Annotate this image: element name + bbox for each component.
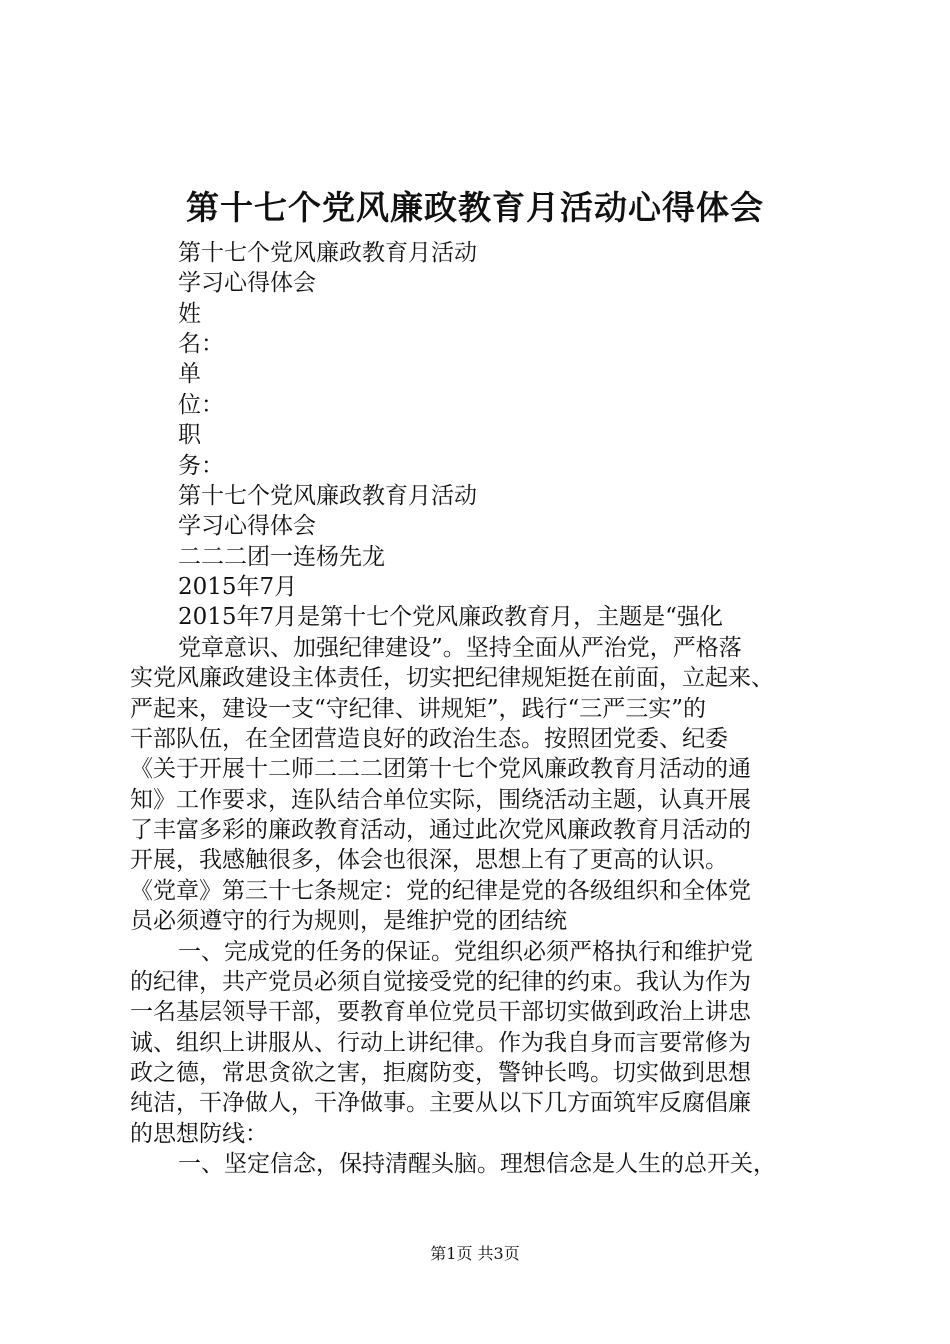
paragraph-line: 党章意识、加强纪律建设”。坚持全面从严治党，严格落 xyxy=(178,635,742,661)
text-line: 二二二团一连杨先龙 xyxy=(178,544,385,570)
text-line: 单 xyxy=(178,361,201,387)
paragraph-line: 纯洁，干净做人，干净做事。主要从以下几方面筑牢反腐倡廉 xyxy=(130,1090,751,1116)
text-line: 位： xyxy=(178,392,224,418)
paragraph-line: 实党风廉政建设主体责任，切实把纪律规矩挺在前面，立起来、 xyxy=(130,665,774,691)
paragraph-line: 知》工作要求，连队结合单位实际，围绕活动主题，认真开展 xyxy=(130,787,751,813)
text-line: 第十七个党风廉政教育月活动 xyxy=(178,483,477,509)
paragraph-line: 一、坚定信念，保持清醒头脑。理想信念是人生的总开关， xyxy=(178,1151,776,1177)
paragraph-line: 严起来，建设一支“守纪律、讲规矩”，践行“三严三实”的 xyxy=(130,696,707,722)
text-line: 务： xyxy=(178,453,224,479)
paragraph-line: 干部队伍，在全团营造良好的政治生态。按照团党委、纪委 xyxy=(130,726,728,752)
paragraph-line: 一名基层领导干部，要教育单位党员干部切实做到政治上讲忠 xyxy=(130,999,751,1025)
paragraph-line: 《党章》第三十七条规定：党的纪律是党的各级组织和全体党 xyxy=(130,878,751,904)
paragraph-line: 《关于开展十二师二二二团第十七个党风廉政教育月活动的通 xyxy=(130,756,751,782)
paragraph-line: 的纪律，共产党员必须自觉接受党的纪律的约束。我认为作为 xyxy=(130,969,751,995)
text-line: 学习心得体会 xyxy=(178,270,316,296)
document-title: 第十七个党风廉政教育月活动心得体会 xyxy=(186,188,764,227)
paragraph-line: 政之德，常思贪欲之害，拒腐防变，警钟长鸣。切实做到思想 xyxy=(130,1060,751,1086)
paragraph-line: 了丰富多彩的廉政教育活动，通过此次党风廉政教育月活动的 xyxy=(130,817,751,843)
text-line: 2015年7月 xyxy=(178,574,298,600)
text-line: 第十七个党风廉政教育月活动 xyxy=(178,240,477,266)
paragraph-line: 的思想防线： xyxy=(130,1121,268,1147)
page-footer: 第1页 共3页 xyxy=(430,1244,520,1263)
text-line: 名： xyxy=(178,331,224,357)
text-line: 姓 xyxy=(178,301,201,327)
paragraph-line: 员必须遵守的行为规则，是维护党的团结统 xyxy=(130,908,567,934)
paragraph-line: 诚、组织上讲服从、行动上讲纪律。作为我自身而言要常修为 xyxy=(130,1030,751,1056)
paragraph-line: 开展，我感触很多，体会也很深，思想上有了更高的认识。 xyxy=(130,847,728,873)
paragraph-line: 一、完成党的任务的保证。党组织必须严格执行和维护党 xyxy=(178,939,753,965)
paragraph-line: 2015年7月是第十七个党风廉政教育月，主题是“强化 xyxy=(178,604,723,630)
text-line: 学习心得体会 xyxy=(178,513,316,539)
text-line: 职 xyxy=(178,422,201,448)
